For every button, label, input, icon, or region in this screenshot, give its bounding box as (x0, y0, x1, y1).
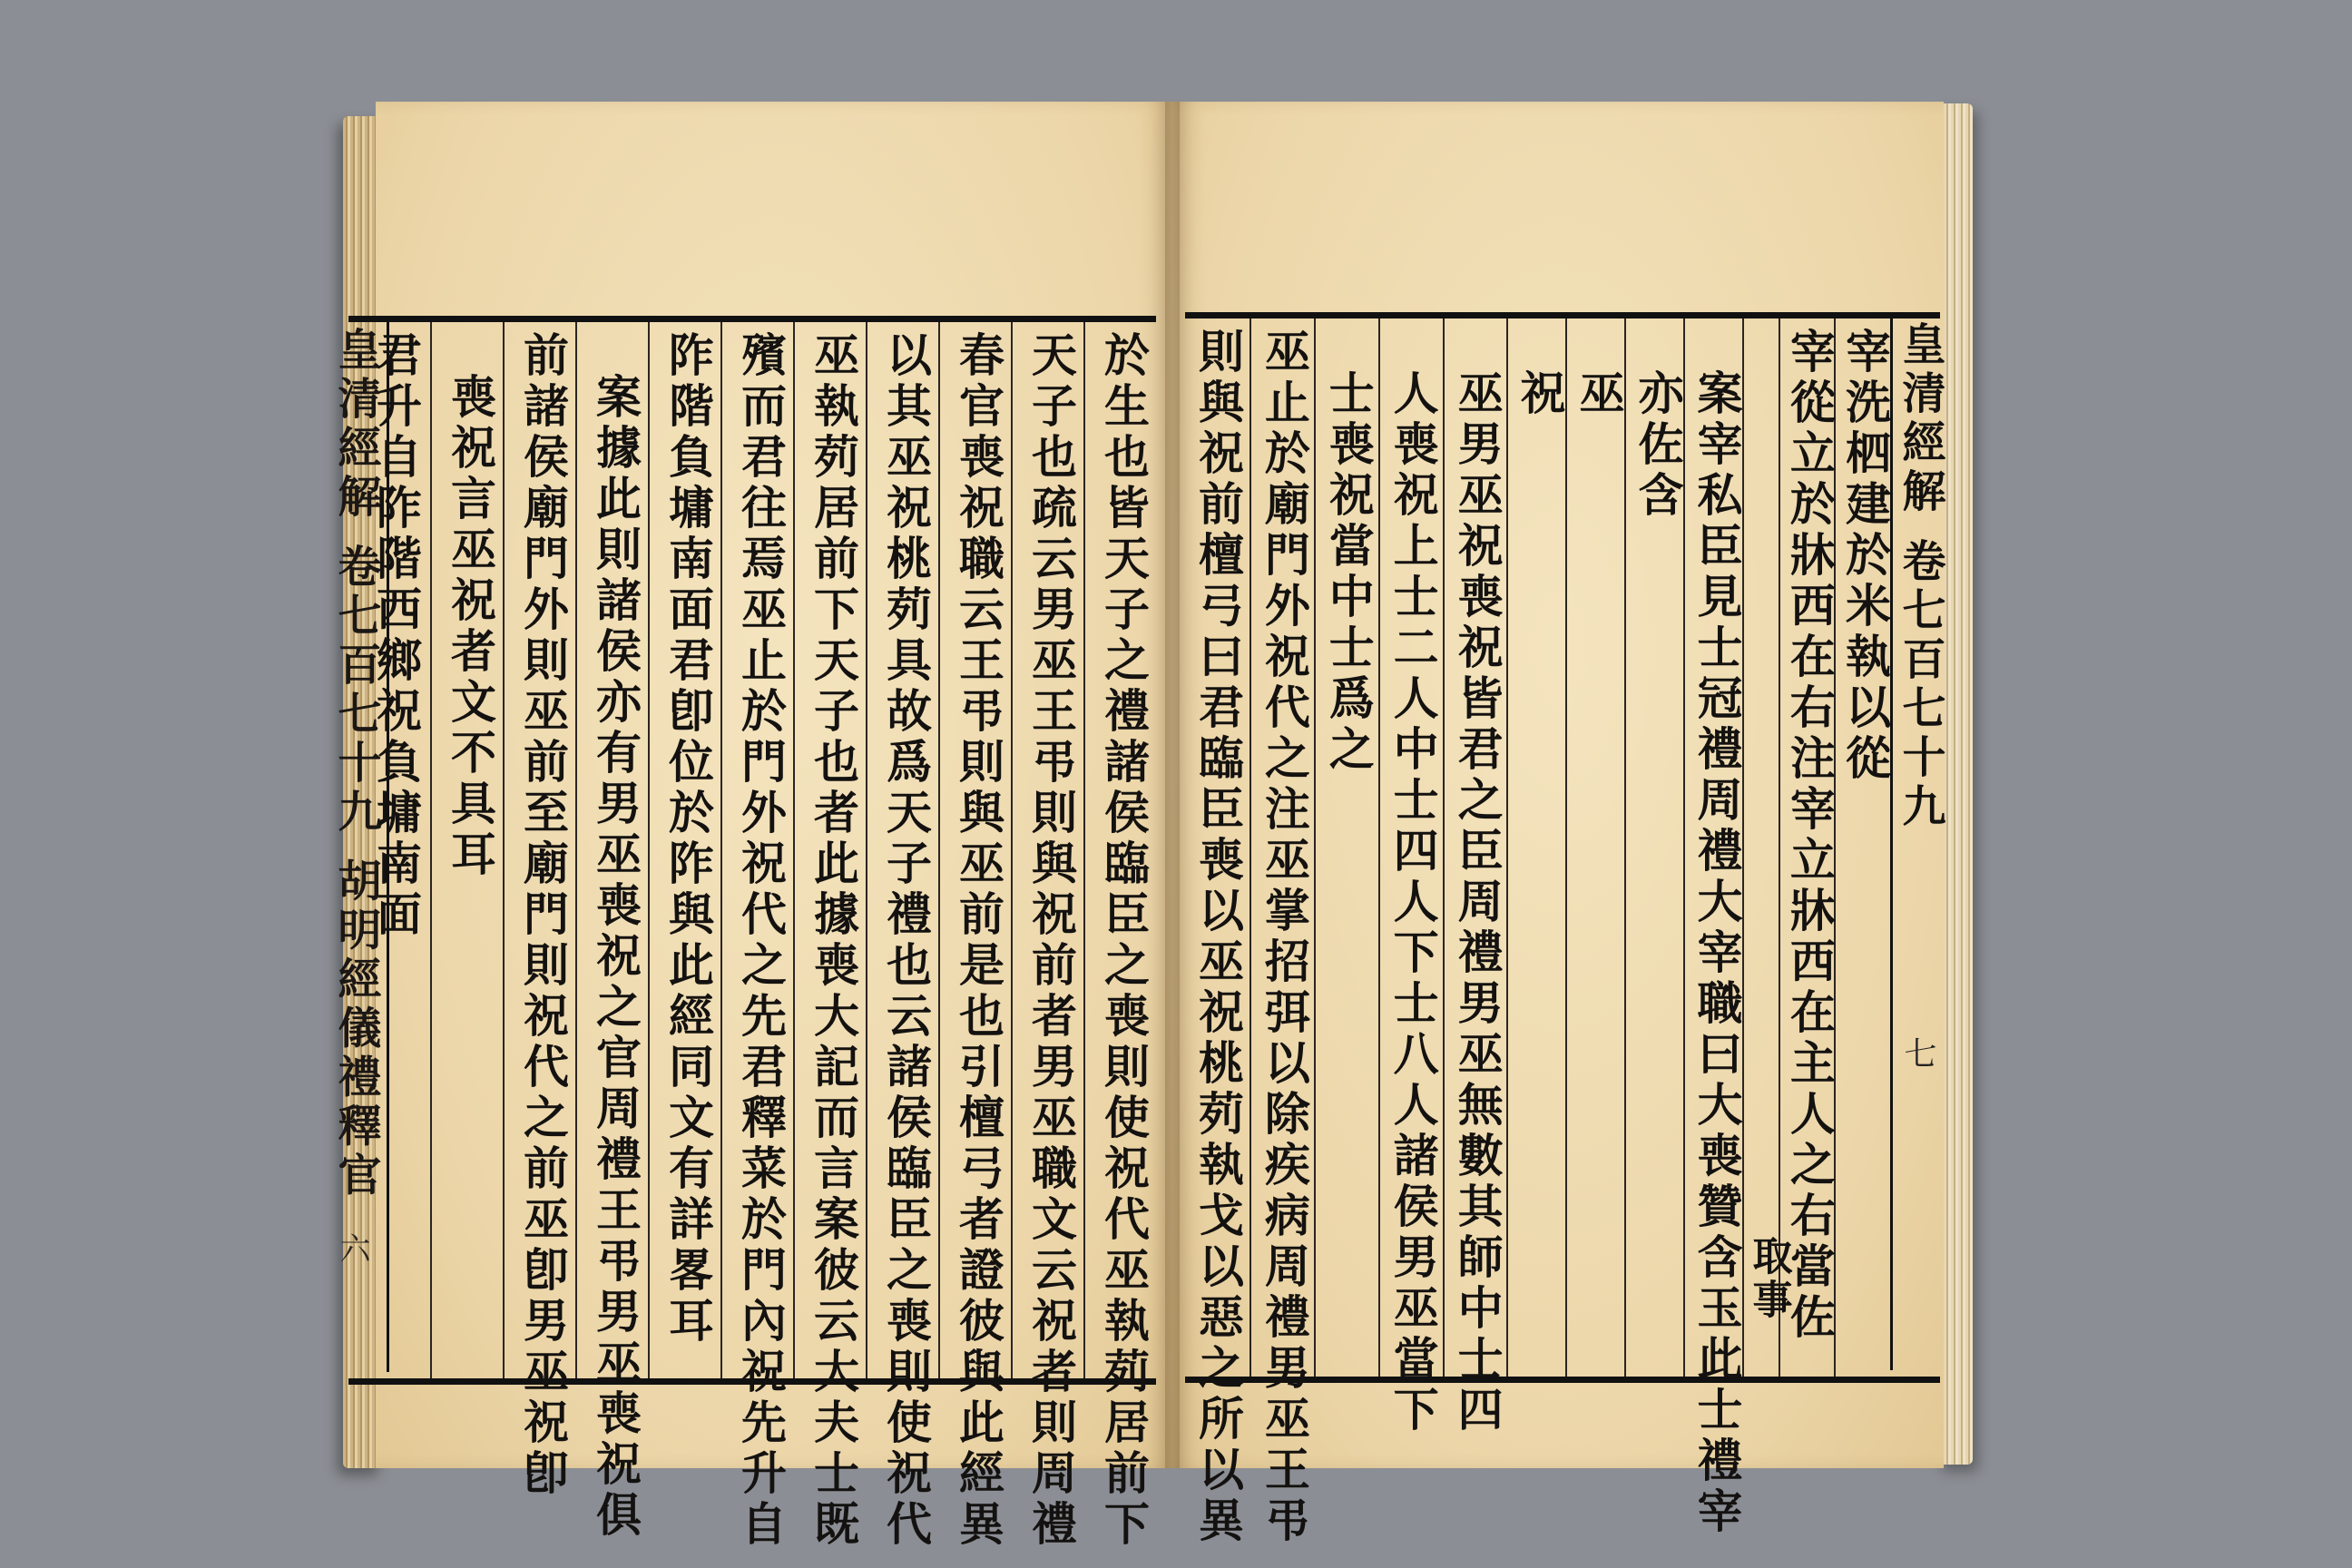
text-column: 案宰私臣見士冠禮周禮大宰職曰大喪贊含玉此士禮宰 (1683, 318, 1742, 1377)
text-column: 於生也皆天子之禮諸侯臨臣之喪則使祝代巫執茢居前下 (1083, 322, 1156, 1378)
left-text-frame (348, 316, 1156, 1551)
text-column: 人喪祝上士二人中士四人下士八人諸侯男巫當下 (1378, 318, 1443, 1377)
text-column: 喪祝言巫祝者文不具耳 (430, 322, 503, 1378)
right-leaf-number: 七 (1899, 1036, 1936, 1069)
text-column: 巫 (1565, 318, 1624, 1377)
text-column: 阼階負墉南面君卽位於阼與此經同文有詳畧耳 (648, 322, 720, 1378)
text-column: 巫執茢居前下天子也者此據喪大記而言案彼云大夫士既 (793, 322, 866, 1378)
book-gutter (1165, 102, 1180, 1468)
text-column: 春官喪祝職云王弔則與巫前是也引檀弓者證彼與此經異 (938, 322, 1011, 1378)
text-column: 以其巫祝桃茢具故爲天子禮也云諸侯臨臣之喪則使祝代 (866, 322, 938, 1378)
text-column: 則與祝前檀弓曰君臨臣喪以巫祝桃茢執戈以惡之所以異 (1191, 328, 1245, 1547)
text-column: 祝 (1506, 318, 1565, 1377)
open-book (330, 98, 1976, 1551)
text-column: 士喪祝當中士爲之 (1314, 318, 1378, 1377)
text-column: 取事 (1742, 318, 1778, 1377)
right-text-frame (1185, 312, 1940, 1547)
text-column: 殯而君往焉巫止於門外祝代之先君釋菜於門內祝先升自 (720, 322, 793, 1378)
right-columns (1185, 318, 1892, 1547)
text-column: 宰從立於牀西在右注宰立牀西在主人之右當佐 (1779, 318, 1834, 1377)
text-column: 亦佐含 (1624, 318, 1683, 1377)
left-columns (348, 322, 1156, 1551)
text-column: 巫男巫祝喪祝皆君之臣周禮男巫無數其師中士四 (1443, 318, 1507, 1377)
left-leaf-number: 六 (334, 1232, 370, 1263)
text-column: 巫止於廟門外祝代之注巫掌招弭以除疾病周禮男巫王弔 (1250, 318, 1314, 1377)
text-column: 天子也疏云男巫王弔則與祝前者男巫職文云祝者則周禮 (1011, 322, 1083, 1378)
margin-title: 皇清經解 卷七百七十九 (1895, 321, 1945, 832)
text-column: 案據此則諸侯亦有男巫喪祝之官周禮王弔男巫喪祝俱 (575, 322, 648, 1378)
text-column: 前諸侯廟門外則巫前至廟門則祝代之前巫卽男巫祝卽 (503, 322, 575, 1378)
text-column: 君升自阼階西鄉祝負墉南面 (369, 331, 423, 941)
text-column: 宰洗柶建於米執以從 (1834, 318, 1889, 1377)
margin-title: 皇清經解 卷七百七十九 胡明經儀禮釋官 (330, 327, 381, 1201)
